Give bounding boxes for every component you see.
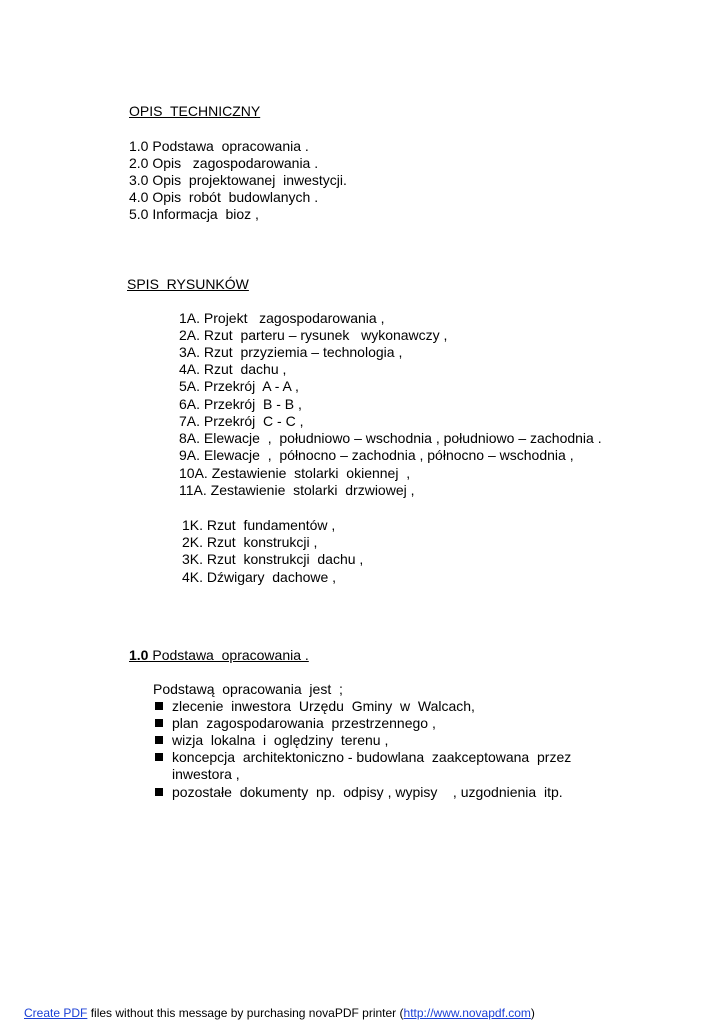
drawing-item: 1A. Projekt zagospodarowania , xyxy=(179,310,385,326)
toc-item: 1.0 Podstawa opracowania . xyxy=(129,138,309,154)
drawing-item: 5A. Przekrój A - A , xyxy=(179,378,299,394)
list-item: pozostałe dokumenty np. odpisy , wypisy , uzgodnienia itp. xyxy=(172,784,563,800)
drawing-item: 4A. Rzut dachu , xyxy=(179,361,287,377)
bullet-square-icon xyxy=(155,719,163,727)
list-item: wizja lokalna i oględziny terenu , xyxy=(172,732,389,748)
list-item: koncepcja architektoniczno - budowlana zaakceptowana przez xyxy=(172,749,572,765)
toc-item: 5.0 Informacja bioz , xyxy=(129,206,259,222)
drawings-heading: SPIS RYSUNKÓW xyxy=(127,276,249,292)
drawing-item: 10A. Zestawienie stolarki okiennej , xyxy=(179,465,411,481)
bullet-square-icon xyxy=(155,702,163,710)
create-pdf-link[interactable]: Create PDF xyxy=(24,1006,88,1020)
drawing-item: 1K. Rzut fundamentów , xyxy=(182,517,336,533)
drawing-item: 9A. Elewacje , północno – zachodnia , północno – wschodnia , xyxy=(179,447,574,463)
drawing-item: 3A. Rzut przyziemia – technologia , xyxy=(179,344,403,360)
section-intro: Podstawą opracowania jest ; xyxy=(153,681,343,697)
drawing-item: 7A. Przekrój C - C , xyxy=(179,413,304,429)
toc-item: 2.0 Opis zagospodarowania . xyxy=(129,155,319,171)
list-item-continuation: inwestora , xyxy=(172,766,240,782)
section-heading xyxy=(129,647,309,664)
bullet-square-icon xyxy=(155,736,163,744)
drawing-item: 8A. Elewacje , południowo – wschodnia , południowo – zachodnia . xyxy=(179,430,602,446)
drawing-item: 11A. Zestawienie stolarki drzwiowej , xyxy=(179,482,415,498)
novapdf-link[interactable]: http://www.novapdf.com xyxy=(403,1006,531,1020)
section-title: Podstawa opracowania . xyxy=(148,647,309,663)
toc-item: 4.0 Opis robót budowlanych . xyxy=(129,189,319,205)
section-number: 1.0 xyxy=(129,647,149,663)
toc-item: 3.0 Opis projektowanej inwestycji. xyxy=(129,172,347,188)
document-heading: OPIS TECHNICZNY xyxy=(129,103,261,119)
drawing-item: 2K. Rzut konstrukcji , xyxy=(182,534,318,550)
drawing-item: 2A. Rzut parteru – rysunek wykonawczy , xyxy=(179,327,448,343)
list-item: plan zagospodarowania przestrzennego , xyxy=(172,715,436,731)
bullet-square-icon xyxy=(155,788,163,796)
bullet-square-icon xyxy=(155,753,163,761)
footer-text-end: ) xyxy=(530,1006,535,1020)
drawing-item: 6A. Przekrój B - B , xyxy=(179,396,302,412)
drawing-item: 4K. Dźwigary dachowe , xyxy=(182,569,337,585)
list-item: zlecenie inwestora Urzędu Gminy w Walcach, xyxy=(172,698,475,714)
footer-watermark xyxy=(24,1005,535,1021)
footer-text: files without this message by purchasing novaPDF printer ( xyxy=(87,1006,404,1020)
drawing-item: 3K. Rzut konstrukcji dachu , xyxy=(182,551,364,567)
